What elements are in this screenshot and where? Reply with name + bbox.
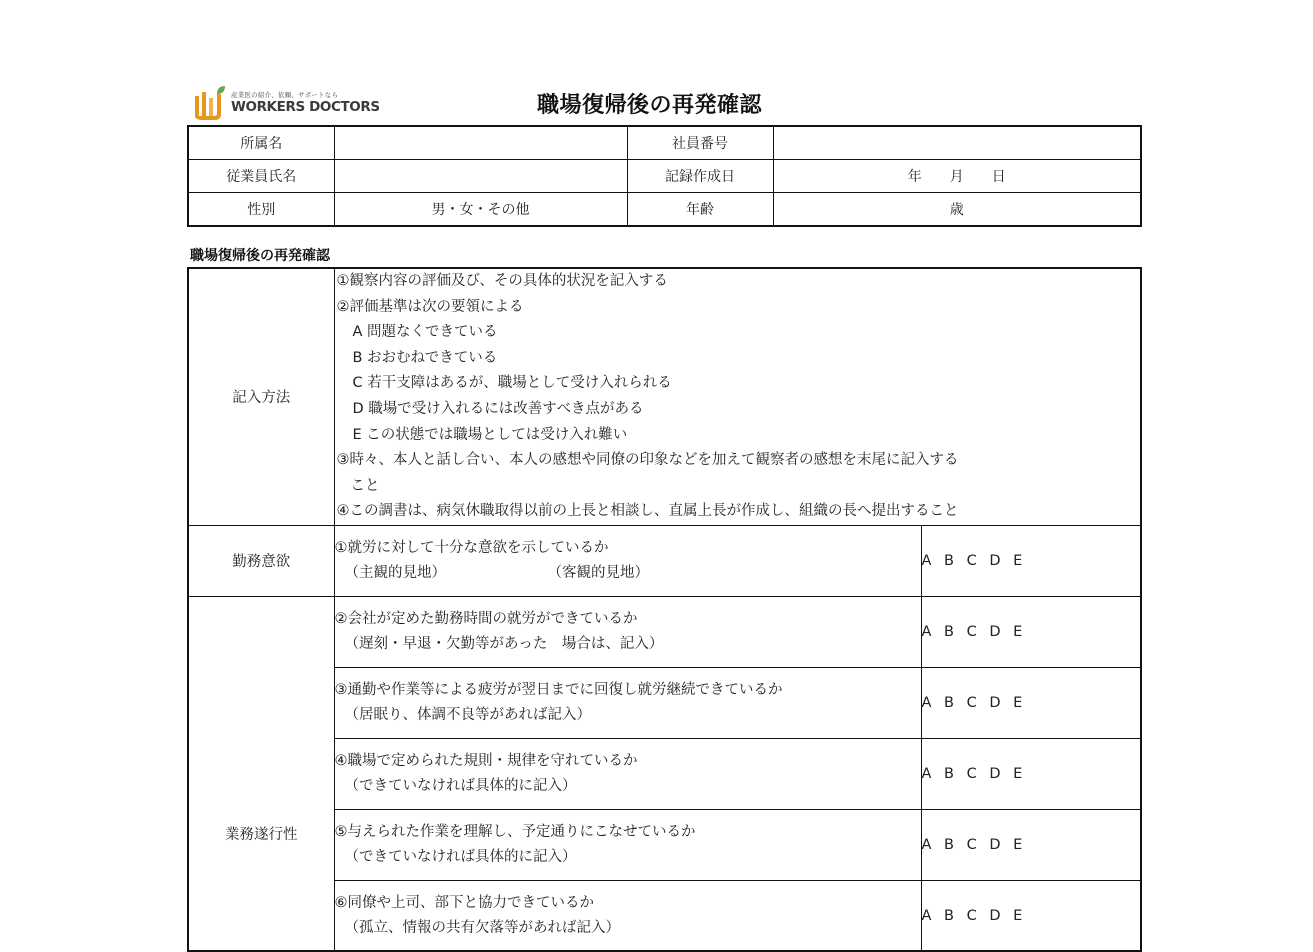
record-date-field[interactable]: 年 月 日 (773, 160, 1141, 193)
question-note: （できていなければ具体的に記入） (344, 777, 577, 794)
page-title: 職場復帰後の再発確認 (537, 93, 763, 118)
table-row (188, 268, 1141, 525)
evaluation-table (187, 267, 1142, 952)
method-line: ①観察内容の評価及び、その具体的状況を記入する (336, 273, 668, 289)
logo-tagline: 産業医の紹介、依頼、サポートなら (231, 91, 339, 99)
question-cell (334, 738, 921, 809)
question-cell (334, 667, 921, 738)
method-line: ②評価基準は次の要領による (336, 298, 524, 315)
question-text: ⑤与えられた作業を理解し、予定通りにこなせているか (334, 823, 696, 840)
question-text: ①就労に対して十分な意欲を示しているか (334, 539, 609, 556)
question-cell (334, 809, 921, 880)
employee-number-field[interactable] (773, 126, 1141, 160)
table-row (188, 193, 1141, 227)
logo-mark-icon (193, 86, 225, 120)
method-line: A 問題なくできている (352, 324, 498, 341)
dept-field[interactable] (334, 126, 627, 160)
category-motivation: 勤務意欲 (188, 525, 334, 596)
dept-label: 所属名 (188, 126, 334, 160)
sex-field[interactable]: 男・女・その他 (334, 193, 627, 227)
table-row (188, 596, 1141, 667)
method-label: 記入方法 (188, 268, 334, 525)
sex-label: 性別 (188, 193, 334, 227)
method-line: ④この調書は、病気休職取得以前の上長と相談し、直属上長が作成し、組織の長へ提出すること (336, 503, 959, 520)
age-field[interactable]: 歳 (773, 193, 1141, 227)
method-line: ③時々、本人と話し合い、本人の感想や同僚の印象などを加えて観察者の感想を末尾に記入する (336, 452, 959, 469)
question-note: （遅刻・早退・欠勤等があった 場合は、記入） (344, 635, 664, 652)
section-title: 職場復帰後の再発確認 (190, 248, 330, 264)
grade-options[interactable]: A B C D E (921, 596, 1141, 667)
question-text: ⑥同僚や上司、部下と協力できているか (334, 894, 594, 911)
logo-name: WORKERS DOCTORS (231, 99, 380, 115)
question-note: （居眠り、体調不良等があれば記入） (344, 706, 591, 723)
category-performance: 業務遂行性 (188, 596, 334, 951)
table-row (188, 525, 1141, 596)
grade-options[interactable]: A B C D E (921, 809, 1141, 880)
employee-number-label: 社員番号 (627, 126, 773, 160)
grade-options[interactable]: A B C D E (921, 667, 1141, 738)
question-note: （できていなければ具体的に記入） (344, 848, 577, 865)
question-cell (334, 525, 921, 596)
table-row (188, 160, 1141, 193)
question-text: ②会社が定めた勤務時間の就労ができているか (334, 610, 638, 627)
method-line: D 職場で受け入れるには改善すべき点がある (352, 400, 644, 417)
question-cell (334, 880, 921, 951)
age-label: 年齢 (627, 193, 773, 227)
employee-info-table (187, 125, 1142, 227)
question-text: ④職場で定められた規則・規律を守れているか (334, 752, 638, 769)
grade-options[interactable]: A B C D E (921, 525, 1141, 596)
question-text: ③通勤や作業等による疲労が翌日までに回復し就労継続できているか (334, 681, 783, 698)
grade-options[interactable]: A B C D E (921, 880, 1141, 951)
question-cell (334, 596, 921, 667)
method-line: E この状態では職場としては受け入れ難い (352, 426, 628, 443)
method-line: C 若干支障はあるが、職場として受け入れられる (352, 375, 672, 392)
workers-doctors-logo (193, 84, 380, 122)
method-line: B おおむねできている (352, 349, 498, 366)
question-note: （孤立、情報の共有欠落等があれば記入） (344, 919, 620, 936)
record-date-label: 記録作成日 (627, 160, 773, 193)
question-note: （主観的見地） （客観的見地） (344, 564, 649, 581)
employee-name-label: 従業員氏名 (188, 160, 334, 193)
employee-name-field[interactable] (334, 160, 627, 193)
table-row (188, 126, 1141, 160)
grade-options[interactable]: A B C D E (921, 738, 1141, 809)
method-line: こと (350, 477, 380, 494)
method-instructions (334, 268, 1141, 525)
